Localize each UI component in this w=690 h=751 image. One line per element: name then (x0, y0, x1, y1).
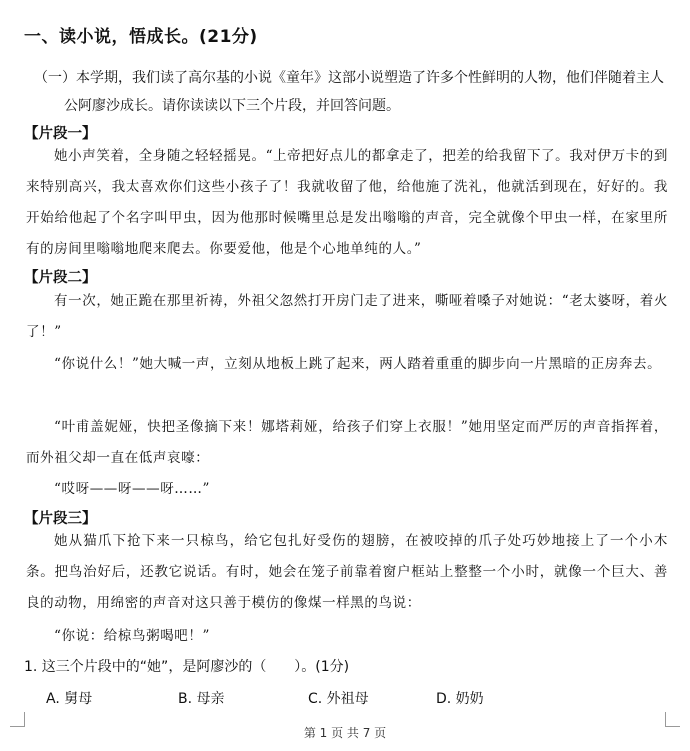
fragment-3-heading: 【片段三】 (24, 511, 97, 527)
option-c[interactable]: C. 外祖母 (308, 691, 369, 707)
answer-options (46, 688, 484, 708)
intro-line-2: 公阿廖沙成长。请你读读以下三个片段，并回答问题。 (64, 98, 400, 114)
fragment-2-heading: 【片段二】 (24, 270, 97, 286)
fragment-1-heading: 【片段一】 (24, 126, 97, 142)
fragment-2-paragraph-4: “哎呀——呀——呀……” (54, 481, 211, 497)
intro-paragraph (34, 64, 674, 120)
option-d[interactable]: D. 奶奶 (436, 691, 484, 707)
fragment-2-paragraph-3: “叶甫盖妮娅，快把圣像摘下来！娜塔莉娅，给孩子们穿上衣服！”她用坚定而严厉的声音指挥着，而外祖父却一直在低声哀嚎： (26, 419, 668, 466)
intro-line-1: （一）本学期，我们读了高尔基的小说《童年》这部小说塑造了许多个性鲜明的人物，他们伴随着主人 (34, 70, 664, 86)
option-a[interactable]: A. 舅母 (46, 691, 93, 707)
page-footer: 第 1 页 共 7 页 (303, 726, 387, 740)
fragment-3-paragraph-2: “你说：给椋鸟粥喝吧！” (54, 628, 211, 644)
question-1: 1. 这三个片段中的“她”，是阿廖沙的（ ）。(1分) (24, 659, 350, 675)
fragment-3-paragraph-1: 她从猫爪下抢下来一只椋鸟，给它包扎好受伤的翅膀，在被咬掉的爪子处巧妙地接上了一个小木条。把鸟治好后，还教它说话。有时，她会在笼子前靠着窗户框站上整整一个小时，就像一个巨大、善良的动物，用绵密的声音对这只善于模仿的像煤一样黑的鸟说： (26, 533, 668, 611)
fragment-2-paragraph-1: 有一次，她正跪在那里祈祷，外祖父忽然打开房门走了进来，嘶哑着嗓子对她说：“老太婆呀，着火了！” (26, 293, 668, 340)
fragment-1-paragraph: 她小声笑着，全身随之轻轻摇晃。“上帝把好点儿的都拿走了，把差的给我留下了。我对伊万卡的到来特别高兴，我太喜欢你们这些小孩子了！我就收留了他，给他施了洗礼，他就活到现在，好好的。我开始给他起了个名字叫甲虫，因为他那时候嘴里总是发出嗡嗡的声音，完全就像个甲虫一样，在家里所有的房间里嗡嗡地爬来爬去。你要爱他，他是个心地单纯的人。” (26, 148, 668, 257)
option-b[interactable]: B. 母亲 (178, 691, 225, 707)
fragment-2-paragraph-2: “你说什么！”她大喊一声，立刻从地板上跳了起来，两人踏着重重的脚步向一片黑暗的正房奔去。 (54, 356, 662, 372)
section-title: 一、读小说，悟成长。(21分) (24, 27, 258, 47)
